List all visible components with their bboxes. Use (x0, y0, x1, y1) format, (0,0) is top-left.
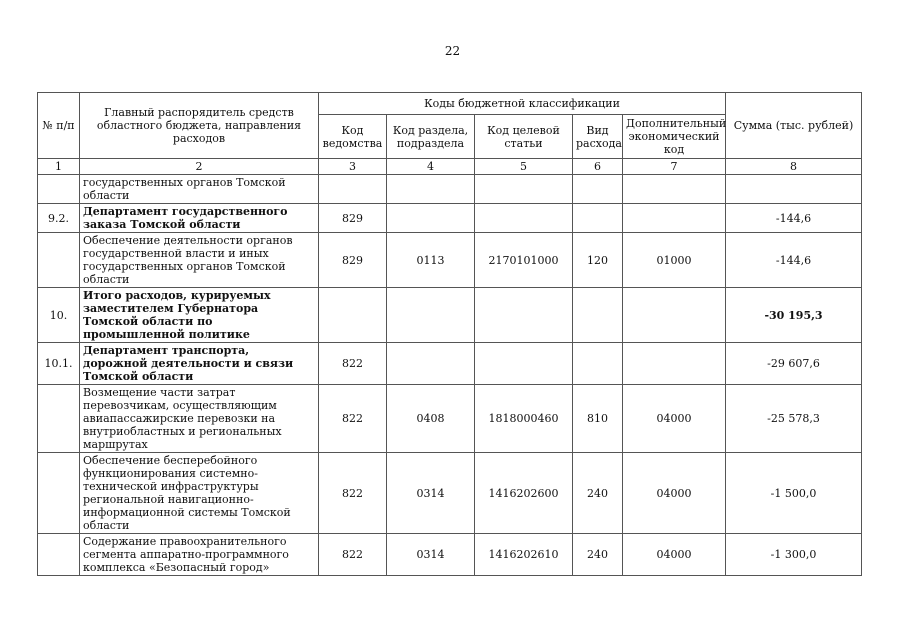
row-econ (623, 288, 726, 343)
row-dept: 829 (319, 233, 387, 288)
row-no (38, 385, 80, 453)
row-dept (319, 288, 387, 343)
row-target (475, 175, 573, 204)
row-dept: 822 (319, 534, 387, 576)
row-name: Обеспечение бесперебойного функционирования системно-технической инфраструктуры региональной навигационно-информационной системы Томской области (80, 453, 319, 534)
row-sum: -29 607,6 (726, 343, 862, 385)
row-no (38, 534, 80, 576)
row-dept (319, 175, 387, 204)
row-no (38, 175, 80, 204)
row-name: Департамент государственного заказа Томской области (80, 204, 319, 233)
row-section (387, 288, 475, 343)
table-row (38, 343, 862, 385)
row-section: 0113 (387, 233, 475, 288)
header-sum: Сумма (тыс. рублей) (726, 93, 862, 159)
row-type (573, 204, 623, 233)
row-sum: -30 195,3 (726, 288, 862, 343)
row-sum: -144,6 (726, 233, 862, 288)
budget-table (37, 92, 862, 576)
row-target: 2170101000 (475, 233, 573, 288)
row-no: 10. (38, 288, 80, 343)
header-target: Код целевой статьи (475, 115, 573, 159)
row-sum: -1 300,0 (726, 534, 862, 576)
row-name: Обеспечение деятельности органов государственной власти и иных государственных органов Томской области (80, 233, 319, 288)
col-number: 4 (387, 159, 475, 175)
row-dept: 822 (319, 343, 387, 385)
row-sum: -25 578,3 (726, 385, 862, 453)
header-section: Код раздела, подраздела (387, 115, 475, 159)
row-type (573, 343, 623, 385)
page-number: 22 (444, 44, 461, 58)
row-type: 240 (573, 453, 623, 534)
row-section: 0314 (387, 534, 475, 576)
row-econ: 04000 (623, 453, 726, 534)
row-sum (726, 175, 862, 204)
col-number: 6 (573, 159, 623, 175)
row-no: 9.2. (38, 204, 80, 233)
row-sum: -144,6 (726, 204, 862, 233)
row-dept: 822 (319, 385, 387, 453)
row-dept: 829 (319, 204, 387, 233)
row-target (475, 204, 573, 233)
row-no (38, 233, 80, 288)
row-econ (623, 204, 726, 233)
row-name: Департамент транспорта, дорожной деятельности и связи Томской области (80, 343, 319, 385)
row-name: Возмещение части затрат перевозчикам, осуществляющим авиапассажирские перевозки на внутриобластных и региональных маршрутах (80, 385, 319, 453)
row-section: 0314 (387, 453, 475, 534)
row-type (573, 288, 623, 343)
header-no: № п/п (38, 93, 80, 159)
table-row (38, 288, 862, 343)
table-row (38, 534, 862, 576)
row-name: государственных органов Томской области (80, 175, 319, 204)
col-number: 5 (475, 159, 573, 175)
col-number: 2 (80, 159, 319, 175)
row-no (38, 453, 80, 534)
header-econ: Дополнительный экономический код (623, 115, 726, 159)
col-number: 1 (38, 159, 80, 175)
table-row (38, 453, 862, 534)
row-dept: 822 (319, 453, 387, 534)
row-no: 10.1. (38, 343, 80, 385)
header-manager: Главный распорядитель средств областного бюджета, направления расходов (80, 93, 319, 159)
row-econ (623, 343, 726, 385)
header-codes-group: Коды бюджетной классификации (319, 93, 726, 115)
row-target (475, 343, 573, 385)
row-section (387, 343, 475, 385)
row-target: 1416202600 (475, 453, 573, 534)
row-sum: -1 500,0 (726, 453, 862, 534)
table-row (38, 175, 862, 204)
row-econ (623, 175, 726, 204)
table-row (38, 385, 862, 453)
table-row (38, 233, 862, 288)
col-number: 7 (623, 159, 726, 175)
row-type: 810 (573, 385, 623, 453)
row-type: 240 (573, 534, 623, 576)
row-econ: 04000 (623, 385, 726, 453)
col-number: 3 (319, 159, 387, 175)
row-target (475, 288, 573, 343)
row-econ: 04000 (623, 534, 726, 576)
row-section (387, 175, 475, 204)
column-number-row (38, 159, 862, 175)
header-type: Вид расхода (573, 115, 623, 159)
row-name: Итого расходов, курируемых заместителем Губернатора Томской области по промышленной политике (80, 288, 319, 343)
header-dept: Код ведомства (319, 115, 387, 159)
row-type (573, 175, 623, 204)
row-name: Содержание правоохранительного сегмента аппаратно-программного комплекса «Безопасный город» (80, 534, 319, 576)
row-section (387, 204, 475, 233)
table-row (38, 204, 862, 233)
row-section: 0408 (387, 385, 475, 453)
row-econ: 01000 (623, 233, 726, 288)
row-target: 1818000460 (475, 385, 573, 453)
row-type: 120 (573, 233, 623, 288)
col-number: 8 (726, 159, 862, 175)
row-target: 1416202610 (475, 534, 573, 576)
